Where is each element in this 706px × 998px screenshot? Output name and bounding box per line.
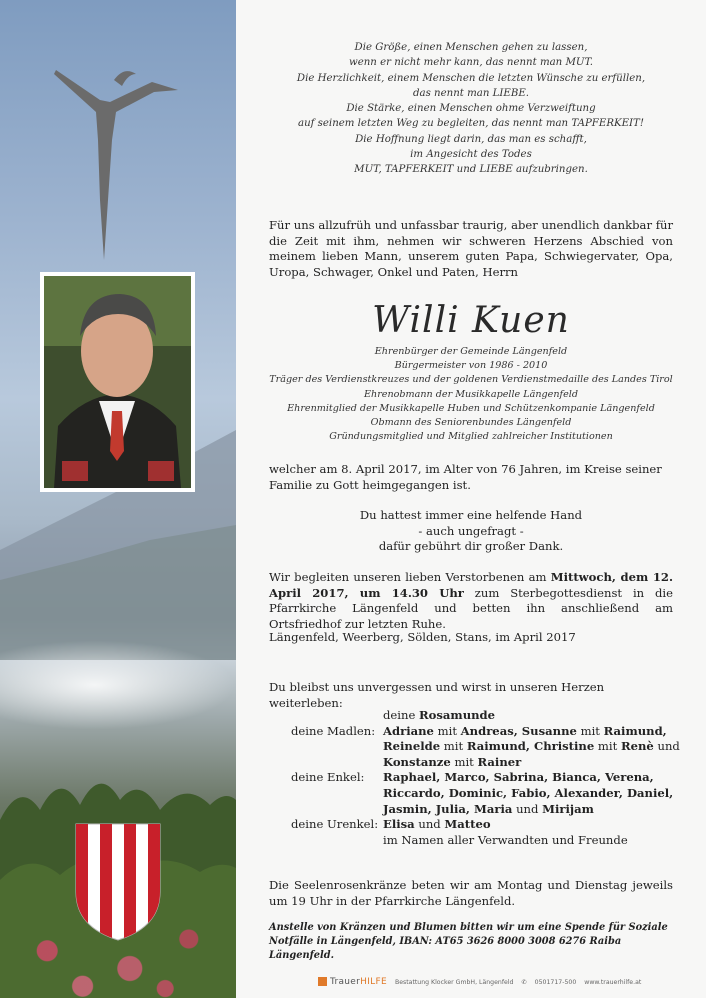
poem-line: MUT, TAPFERKEIT und LIEBE aufzubringen. bbox=[354, 164, 588, 176]
family-member-name: Andreas, Susanne bbox=[460, 723, 577, 738]
family-names bbox=[383, 817, 689, 848]
poem-line: auf seinem letzten Weg zu begleiten, das nennt man TAPFERKEIT! bbox=[298, 118, 644, 130]
family-row-urenkel bbox=[269, 817, 689, 848]
quote-line: Du hattest immer eine helfende Hand bbox=[359, 508, 583, 522]
mist bbox=[0, 640, 236, 730]
family-name-line bbox=[383, 833, 689, 849]
family-connector: mit bbox=[440, 739, 467, 754]
family-label: deine Madlen: bbox=[291, 723, 376, 738]
death-notice: welcher am 8. April 2017, im Alter von 76 Jahren, im Kreise seiner Familie zu Gott heimgegangen ist. bbox=[269, 462, 662, 492]
title-line: Ehrenmitglied der Musikkapelle Huben und Schützenkompanie Längenfeld bbox=[287, 402, 655, 414]
farewell-quote bbox=[236, 508, 706, 555]
deceased-name: Willi Kuen bbox=[372, 300, 570, 341]
family-name-line bbox=[383, 786, 689, 802]
family-name-line bbox=[383, 724, 689, 740]
company-logo bbox=[318, 977, 387, 987]
phone-icon: ✆ bbox=[521, 978, 527, 986]
family-label: deine Enkel: bbox=[291, 770, 365, 785]
family-list bbox=[269, 708, 689, 848]
poem-line: im Angesicht des Todes bbox=[410, 149, 532, 161]
family-connector: mit bbox=[576, 723, 604, 738]
family-member-name: Renè bbox=[620, 739, 654, 754]
family-member-name: Rainer bbox=[477, 754, 522, 769]
family-member-name: Raimund, Christine bbox=[466, 739, 595, 754]
family-names bbox=[383, 770, 689, 817]
family-connector: und bbox=[414, 817, 445, 832]
title-line: Ehrenbürger der Gemeinde Längenfeld bbox=[374, 346, 568, 357]
place-date: Längenfeld, Weerberg, Sölden, Stans, im April 2017 bbox=[269, 630, 576, 644]
title-line: Bürgermeister von 1986 - 2010 bbox=[394, 360, 548, 372]
family-connector: mit bbox=[450, 754, 478, 769]
honorary-titles bbox=[236, 345, 706, 444]
family-member-name: Riccardo, Dominic, Fabio, Alexander, Daniel, bbox=[383, 785, 674, 800]
portrait-photo bbox=[44, 276, 191, 488]
logo-mark-icon bbox=[318, 977, 327, 986]
crucifix-icon bbox=[52, 60, 182, 270]
family-member-name: Matteo bbox=[444, 817, 491, 832]
poem-line: das nennt man LIEBE. bbox=[412, 87, 530, 99]
title-line: Ehrenobmann der Musikkapelle Längenfeld bbox=[364, 388, 578, 400]
family-connector: und bbox=[512, 801, 543, 816]
funeral-text-pre: Wir begleiten unseren lieben Verstorbenen am bbox=[269, 570, 551, 584]
family-member-name: Adriane bbox=[383, 723, 434, 738]
family-name-line bbox=[383, 802, 689, 818]
family-connector: mit bbox=[433, 723, 461, 738]
wife-name: Rosamunde bbox=[419, 708, 496, 722]
poem-line: wenn er nicht mehr kann, das nennt man MUT. bbox=[348, 57, 594, 69]
poem bbox=[236, 40, 706, 178]
wife-prefix: deine bbox=[383, 708, 420, 722]
family-label: deine Urenkel: bbox=[291, 817, 379, 832]
obituary-text-panel bbox=[236, 0, 706, 998]
family-member-name: Reinelde bbox=[383, 739, 441, 754]
family-row-wife bbox=[269, 708, 689, 724]
funeral-details bbox=[269, 570, 673, 632]
family-row-madlen bbox=[269, 724, 689, 771]
family-member-name: Konstanze bbox=[383, 754, 451, 769]
intro-paragraph: Für uns allzufrüh und unfassbar traurig, aber unendlich dankbar für die Zeit mit ihm, nehmen wir schweren Herzens Abschied von meinem lieben Mann, unserem guten Papa, Schwiegervater, Opa, Uropa, Schwager, Onkel und Paten, Herrn bbox=[269, 218, 673, 279]
title-line: Träger des Verdienstkreuzes und der goldenen Verdienstmedaille des Landes Tirol bbox=[269, 374, 673, 386]
poem-line: Die Stärke, einen Menschen ohme Verzweiftung bbox=[346, 103, 596, 115]
memory-line: Du bleibst uns unvergessen und wirst in unseren Herzen weiterleben: bbox=[269, 680, 605, 710]
quote-line: - auch ungefragt - bbox=[418, 523, 524, 538]
logo-text-b: HILFE bbox=[360, 977, 387, 987]
family-connector: mit bbox=[594, 739, 621, 754]
decorative-panel bbox=[0, 0, 236, 998]
company-website[interactable]: www.trauerhilfe.at bbox=[584, 978, 642, 986]
portrait-frame bbox=[40, 272, 195, 492]
family-connector: und bbox=[653, 739, 680, 754]
title-line: Obmann des Seniorenbundes Längenfeld bbox=[370, 417, 572, 429]
coat-of-arms-icon bbox=[74, 822, 162, 942]
family-member-name: Raimund, bbox=[603, 723, 667, 738]
family-member-name: Mirijam bbox=[542, 801, 594, 816]
poem-line: Die Größe, einen Menschen gehen zu lassen, bbox=[354, 42, 588, 53]
family-names bbox=[383, 724, 689, 771]
family-name-line bbox=[383, 770, 689, 786]
quote-line: dafür gebührt dir großer Dank. bbox=[378, 539, 564, 554]
family-name-line bbox=[383, 817, 689, 833]
family-member-name: Raphael, Marco, Sabrina, Bianca, Verena, bbox=[383, 770, 654, 785]
poem-line: Die Hoffnung liegt darin, das man es schafft, bbox=[355, 133, 587, 145]
family-name-line bbox=[383, 755, 689, 771]
portrait-figure bbox=[44, 276, 191, 488]
company-name: Bestattung Klocker GmbH, Längenfeld bbox=[394, 978, 514, 986]
funeral-date-time: Mittwoch, dem 12. April 2017, um 14.30 Uhr bbox=[269, 570, 673, 600]
family-member-name: Jasmin, Julia, Maria bbox=[383, 801, 513, 816]
logo-text-a: Trauer bbox=[330, 977, 361, 987]
rosary-notice: Die Seelenrosenkränze beten wir am Montag und Dienstag jeweils um 19 Uhr in der Pfarrkirche Längenfeld. bbox=[269, 878, 673, 908]
family-member-name: Elisa bbox=[383, 817, 415, 832]
family-connector: im Namen aller Verwandten und Freunde bbox=[383, 832, 628, 847]
family-row-enkel bbox=[269, 770, 689, 817]
title-line: Gründungsmitglied und Mitglied zahlreicher Institutionen bbox=[329, 431, 613, 443]
funeral-text-post: zum Sterbegottesdienst in die Pfarrkirche Längenfeld und betten ihn anschließend am Ortsfriedhof zur letzten Ruhe. bbox=[269, 585, 673, 631]
poem-line: Die Herzlichkeit, einem Menschen die letzten Wünsche zu erfüllen, bbox=[296, 72, 646, 84]
footer bbox=[318, 972, 698, 992]
donation-notice: Anstelle von Kränzen und Blumen bitten wir um eine Spende für Soziale Notfälle in Längenfeld, IBAN: AT65 3626 8000 3008 6276 Raiba Längenfeld. bbox=[269, 922, 668, 961]
company-phone: 0501717-500 bbox=[534, 978, 577, 986]
family-name-line bbox=[383, 739, 689, 755]
